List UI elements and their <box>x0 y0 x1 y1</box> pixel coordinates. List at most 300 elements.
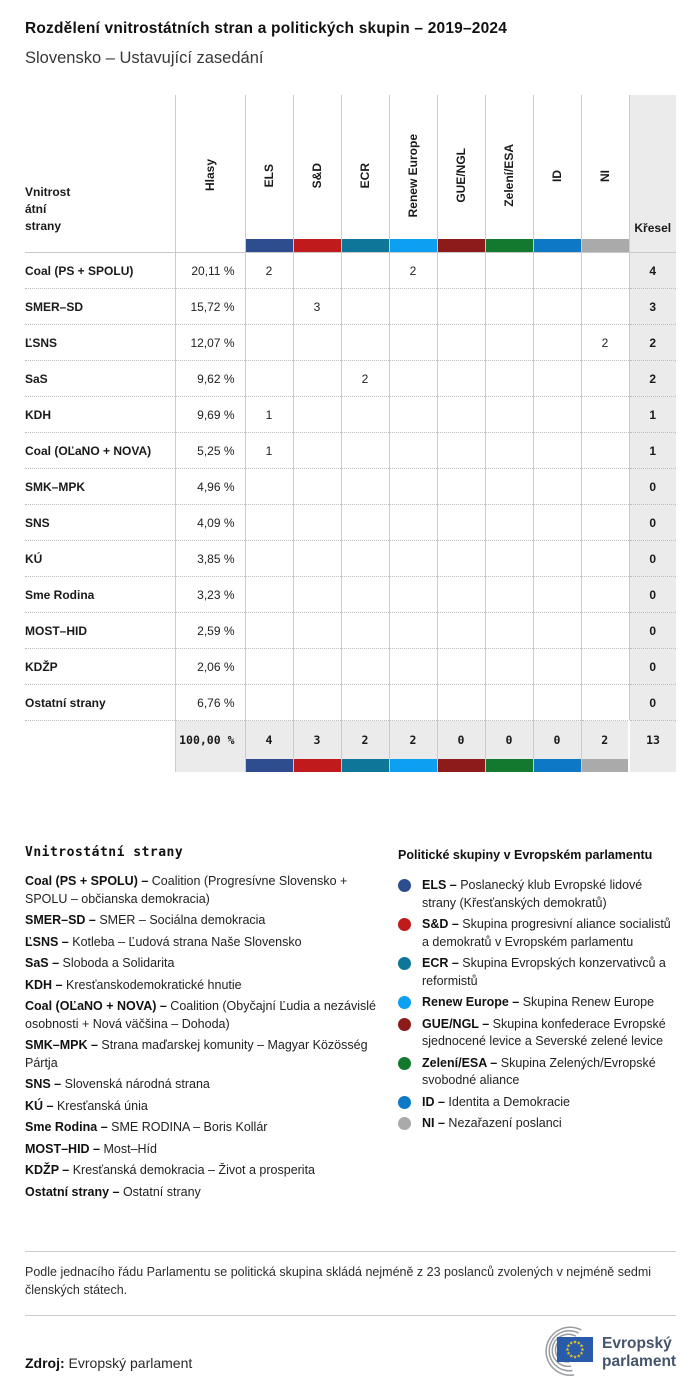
seat-cell <box>437 649 485 685</box>
party-legend-desc: Ostatní strany <box>119 1184 201 1199</box>
total-value: 3 <box>313 733 321 747</box>
row-total-cell: 0 <box>629 541 676 577</box>
row-total-cell: 4 <box>629 253 676 289</box>
party-legend-item <box>25 998 383 1033</box>
table-row <box>25 613 676 649</box>
page-title: Rozdělení vnitrostátních stran a politických skupin – 2019–2024 <box>25 20 508 37</box>
seat-cell <box>341 289 389 325</box>
seat-cell <box>581 685 629 721</box>
column-header-seats <box>629 95 676 253</box>
total-cell <box>245 721 293 773</box>
group-label: ELS <box>262 163 276 188</box>
table-row <box>25 685 676 721</box>
table-row <box>25 469 676 505</box>
party-name-cell: SaS <box>25 361 175 397</box>
group-legend-item <box>398 955 676 990</box>
source-value: Evropský parlament <box>68 1355 193 1371</box>
seat-cell <box>485 361 533 397</box>
votes-cell: 2,59 % <box>175 613 245 649</box>
group-color-strip <box>390 759 437 772</box>
group-legend-desc: Skupina konfederace Evropské sjednocené levice a Severské zelené levice <box>422 1016 666 1048</box>
party-legend-name: SNS – <box>25 1077 62 1091</box>
seat-cell <box>389 505 437 541</box>
eu-flag <box>557 1337 593 1362</box>
votes-cell: 20,11 % <box>175 253 245 289</box>
seat-cell <box>389 361 437 397</box>
party-legend-item <box>25 1162 383 1180</box>
party-legend-name: ĽSNS – <box>25 934 69 949</box>
table-row <box>25 541 676 577</box>
party-legend-name: Coal (PS + SPOLU) – <box>25 874 149 888</box>
seat-cell <box>293 469 341 505</box>
group-label: NI <box>598 169 612 182</box>
party-name-cell: Coal (PS + SPOLU) <box>25 253 175 289</box>
seat-cell <box>293 613 341 649</box>
table-row <box>25 325 676 361</box>
source-line <box>25 1355 192 1376</box>
party-legend-item <box>25 934 383 952</box>
seat-cell <box>437 397 485 433</box>
group-color-strip <box>246 239 293 252</box>
party-name-cell: SNS <box>25 505 175 541</box>
group-label: GUE/NGL <box>454 148 468 203</box>
empty-strip <box>630 759 676 772</box>
party-legend-desc: Coalition (Progresívne Slovensko + SPOLU – občianska demokracia) <box>25 874 348 906</box>
row-total-cell: 0 <box>629 469 676 505</box>
seat-cell: 2 <box>245 253 293 289</box>
row-total-cell: 0 <box>629 685 676 721</box>
column-header-group <box>245 95 293 253</box>
column-header-group <box>341 95 389 253</box>
votes-cell: 9,69 % <box>175 397 245 433</box>
seat-cell <box>389 433 437 469</box>
group-color-strip <box>486 239 533 252</box>
seat-cell <box>485 325 533 361</box>
party-legend-item <box>25 1141 383 1159</box>
seat-cell <box>581 469 629 505</box>
group-color-strip <box>582 759 629 772</box>
party-legend-item <box>25 873 383 908</box>
total-cell <box>533 721 581 773</box>
votes-cell: 12,07 % <box>175 325 245 361</box>
party-legend-name: SMK–MPK – <box>25 1038 98 1052</box>
party-legend-item <box>25 1119 383 1137</box>
seat-cell: 2 <box>389 253 437 289</box>
legends <box>25 845 676 1205</box>
group-label: Renew Europe <box>406 133 420 218</box>
table-row <box>25 361 676 397</box>
seat-cell <box>341 505 389 541</box>
seat-cell <box>581 505 629 541</box>
legend-political-groups <box>398 845 676 1205</box>
group-legend-desc: Identita a Demokracie <box>444 1094 570 1109</box>
party-legend-item <box>25 955 383 973</box>
seat-cell <box>293 577 341 613</box>
seat-cell <box>341 397 389 433</box>
group-legend-desc: Poslanecký klub Evropské lidové strany (Křesťanských demokratů) <box>422 878 643 910</box>
seat-cell <box>485 469 533 505</box>
seat-cell <box>341 685 389 721</box>
row-total-cell: 3 <box>629 289 676 325</box>
row-total-cell: 1 <box>629 433 676 469</box>
group-label: Zelení/ESA <box>502 144 516 207</box>
party-name-cell: Sme Rodina <box>25 577 175 613</box>
votes-cell: 4,96 % <box>175 469 245 505</box>
group-color-dot <box>398 957 411 970</box>
column-header-parties-line: Vnitrost <box>25 185 71 199</box>
party-legend-desc: Kresťanská demokracia – Život a prosperita <box>69 1163 316 1177</box>
table-row <box>25 433 676 469</box>
footer <box>25 1316 676 1376</box>
seat-cell <box>245 361 293 397</box>
votes-cell: 4,09 % <box>175 505 245 541</box>
page-subtitle: Slovensko – Ustavující zasedání <box>25 49 264 67</box>
column-header-parties-line: átní <box>25 202 47 216</box>
column-header-group <box>437 95 485 253</box>
party-legend-desc: Kresťanskodemokratické hnutie <box>62 977 242 992</box>
column-header-group <box>533 95 581 253</box>
group-legend-desc: Skupina progresivní aliance socialistů a demokratů v Evropském parlamentu <box>422 917 671 949</box>
seat-cell <box>485 433 533 469</box>
source-label: Zdroj: <box>25 1355 65 1371</box>
group-legend-item <box>398 1055 676 1090</box>
seat-cell <box>245 613 293 649</box>
group-color-strip <box>438 759 485 772</box>
group-legend-abbr: S&D – <box>422 917 459 931</box>
group-color-dot <box>398 879 411 892</box>
seat-cell <box>437 613 485 649</box>
seat-cell <box>533 685 581 721</box>
seat-cell <box>293 397 341 433</box>
seat-cell <box>533 505 581 541</box>
party-name-cell: ĽSNS <box>25 325 175 361</box>
total-value: 4 <box>265 733 273 747</box>
seat-cell <box>485 613 533 649</box>
votes-cell: 3,23 % <box>175 577 245 613</box>
total-value: 0 <box>505 733 513 747</box>
group-color-strip <box>582 239 629 252</box>
group-legend-abbr: NI – <box>422 1116 445 1130</box>
seat-cell <box>389 541 437 577</box>
seat-cell <box>581 577 629 613</box>
group-legend-text <box>422 1055 676 1090</box>
seat-cell <box>389 649 437 685</box>
total-cell <box>437 721 485 773</box>
party-legend-name: KDH – <box>25 977 63 992</box>
total-cell <box>389 721 437 773</box>
seat-cell <box>245 541 293 577</box>
group-legend-abbr: GUE/NGL – <box>422 1016 490 1031</box>
row-total-cell: 1 <box>629 397 676 433</box>
seat-cell: 1 <box>245 433 293 469</box>
party-legend-name: KDŽP – <box>25 1163 70 1177</box>
party-legend-item <box>25 912 383 930</box>
party-legend-desc: SME RODINA – Boris Kollár <box>107 1120 268 1134</box>
group-legend-text <box>422 916 676 951</box>
votes-cell: 3,85 % <box>175 541 245 577</box>
total-cell <box>485 721 533 773</box>
seat-cell <box>245 289 293 325</box>
seat-cell <box>245 685 293 721</box>
group-color-dot <box>398 1117 411 1130</box>
group-legend-text <box>422 994 654 1012</box>
seat-cell <box>293 685 341 721</box>
party-legend-desc: Sloboda a Solidarita <box>59 956 175 970</box>
seat-cell <box>341 613 389 649</box>
total-empty-cell <box>25 721 175 773</box>
group-color-dot <box>398 1018 411 1031</box>
group-legend-text <box>422 877 676 912</box>
row-total-cell: 2 <box>629 361 676 397</box>
seat-cell <box>581 541 629 577</box>
seat-cell <box>389 469 437 505</box>
group-legend-text <box>422 1115 562 1133</box>
table-row <box>25 397 676 433</box>
party-legend-desc: SMER – Sociálna demokracia <box>95 913 266 927</box>
seat-cell <box>485 505 533 541</box>
total-cell <box>581 721 629 773</box>
row-total-cell: 0 <box>629 649 676 685</box>
seat-cell: 3 <box>293 289 341 325</box>
group-legend-desc: Skupina Zelených/Evropské svobodné aliance <box>422 1055 656 1087</box>
footnote: Podle jednacího řádu Parlamentu se politická skupina skládá nejméně z 23 poslanců zvolených v nejméně sedmi členských státech. <box>25 1265 652 1297</box>
party-legend-desc: Slovenská národná strana <box>61 1077 210 1091</box>
column-header-group <box>389 95 437 253</box>
seat-cell <box>341 433 389 469</box>
party-legend-item <box>25 977 383 995</box>
seat-cell <box>533 577 581 613</box>
seat-cell <box>485 685 533 721</box>
votes-label: Hlasy <box>203 159 217 192</box>
seat-cell: 1 <box>245 397 293 433</box>
seat-cell <box>437 253 485 289</box>
party-legend-name: SaS – <box>25 956 60 970</box>
column-header-votes <box>175 95 245 253</box>
party-legend-item <box>25 1184 383 1202</box>
seat-cell <box>341 541 389 577</box>
party-name-cell: KÚ <box>25 541 175 577</box>
party-legend-item <box>25 1076 383 1094</box>
column-header-group <box>581 95 629 253</box>
party-legend-desc: Coalition (Obyčajní Ľudia a nezávislé osobnosti + Nová väčšina – Dohoda) <box>25 999 376 1031</box>
empty-strip <box>176 759 245 772</box>
party-name-cell: Ostatní strany <box>25 685 175 721</box>
seat-cell <box>293 505 341 541</box>
party-name-cell: SMK–MPK <box>25 469 175 505</box>
seat-cell <box>533 541 581 577</box>
seat-cell <box>389 289 437 325</box>
seat-cell <box>437 577 485 613</box>
group-legend-abbr: ECR – <box>422 956 459 970</box>
seat-cell <box>341 577 389 613</box>
party-name-cell: MOST–HID <box>25 613 175 649</box>
seat-cell <box>485 253 533 289</box>
group-color-dot <box>398 996 411 1009</box>
party-name-cell: KDH <box>25 397 175 433</box>
party-legend-desc: Kotleba – Ľudová strana Naše Slovensko <box>68 934 302 949</box>
seat-cell <box>293 541 341 577</box>
group-color-dot <box>398 1096 411 1109</box>
logo-text-line: Evropský <box>602 1335 672 1352</box>
party-legend-desc: Kresťanská únia <box>53 1098 148 1113</box>
party-legend-item <box>25 1037 383 1072</box>
seat-cell <box>581 433 629 469</box>
seat-cell <box>533 325 581 361</box>
party-legend-name: Ostatní strany – <box>25 1184 120 1199</box>
seat-cell <box>485 649 533 685</box>
group-legend-item <box>398 1016 676 1051</box>
seat-cell <box>245 649 293 685</box>
seat-cell <box>293 649 341 685</box>
party-legend-name: MOST–HID – <box>25 1141 101 1156</box>
row-total-cell: 2 <box>629 325 676 361</box>
total-row <box>25 721 676 773</box>
legend-groups-title: Politické skupiny v Evropském parlamentu <box>398 848 653 862</box>
seat-cell <box>293 325 341 361</box>
seat-cell <box>389 397 437 433</box>
seat-cell <box>533 433 581 469</box>
column-header-parties-line: strany <box>25 219 62 233</box>
row-total-cell: 0 <box>629 577 676 613</box>
seat-cell <box>533 253 581 289</box>
seat-cell <box>389 685 437 721</box>
seat-cell <box>245 577 293 613</box>
table-row <box>25 253 676 289</box>
seat-cell <box>341 649 389 685</box>
seat-cell <box>389 325 437 361</box>
total-value: 0 <box>457 733 465 747</box>
seat-cell <box>437 361 485 397</box>
group-legend-item <box>398 994 676 1012</box>
group-color-strip <box>342 239 389 252</box>
group-legend-item <box>398 877 676 912</box>
group-color-strip <box>342 759 389 772</box>
group-color-strip <box>294 759 341 772</box>
seat-cell <box>533 613 581 649</box>
group-color-strip <box>294 239 341 252</box>
seat-cell <box>437 325 485 361</box>
seat-cell <box>581 397 629 433</box>
group-legend-desc: Skupina Renew Europe <box>519 995 655 1009</box>
logo-text-line: parlament <box>602 1353 676 1370</box>
party-legend-name: SMER–SD – <box>25 913 96 927</box>
seat-cell <box>437 289 485 325</box>
group-legend-text <box>422 1016 676 1051</box>
seat-cell <box>341 325 389 361</box>
party-legend-name: KÚ – <box>25 1098 54 1113</box>
votes-cell: 6,76 % <box>175 685 245 721</box>
seat-cell <box>533 397 581 433</box>
seat-cell <box>293 433 341 469</box>
group-color-strip <box>246 759 293 772</box>
eu-parliament-logo-icon <box>526 1322 676 1376</box>
group-color-strip <box>534 239 581 252</box>
party-legend-item <box>25 1098 383 1116</box>
seat-cell <box>293 361 341 397</box>
column-header-group <box>293 95 341 253</box>
seat-cell <box>389 577 437 613</box>
seat-cell <box>437 469 485 505</box>
group-label: ID <box>550 169 564 182</box>
group-color-strip <box>534 759 581 772</box>
seat-cell <box>293 253 341 289</box>
seat-cell <box>485 289 533 325</box>
group-color-strip <box>438 239 485 252</box>
total-value: 100,00 % <box>179 733 235 747</box>
group-color-strip <box>486 759 533 772</box>
total-value: 0 <box>553 733 561 747</box>
seat-cell <box>437 685 485 721</box>
seat-cell <box>485 397 533 433</box>
group-color-dot <box>398 918 411 931</box>
total-value: 2 <box>601 733 609 747</box>
votes-cell: 15,72 % <box>175 289 245 325</box>
seat-cell <box>533 289 581 325</box>
total-value: 13 <box>646 733 660 747</box>
seat-cell <box>389 613 437 649</box>
group-color-dot <box>398 1057 411 1070</box>
group-legend-abbr: ELS – <box>422 878 457 892</box>
group-legend-abbr: ID – <box>422 1094 445 1109</box>
seat-cell <box>485 541 533 577</box>
seat-cell <box>581 361 629 397</box>
legend-national-parties <box>25 845 383 1205</box>
group-legend-abbr: Zelení/ESA – <box>422 1055 498 1070</box>
seats-table <box>25 95 676 772</box>
group-legend-desc: Nezařazení poslanci <box>444 1116 562 1130</box>
group-legend-item <box>398 1115 676 1133</box>
party-name-cell: Coal (OĽaNO + NOVA) <box>25 433 175 469</box>
seat-cell <box>533 649 581 685</box>
seats-label: Křesel <box>634 221 672 235</box>
legend-parties-title: Vnitrostátní strany <box>25 845 184 860</box>
seat-cell <box>245 325 293 361</box>
total-cell <box>293 721 341 773</box>
group-legend-item <box>398 1094 676 1112</box>
column-header-group <box>485 95 533 253</box>
seat-cell <box>437 541 485 577</box>
group-legend-desc: Skupina Evropských konzervativců a reformistů <box>422 956 666 988</box>
table-row <box>25 505 676 541</box>
total-cell <box>175 721 245 773</box>
seat-cell <box>533 469 581 505</box>
seat-cell <box>341 469 389 505</box>
seat-cell <box>245 469 293 505</box>
column-header-parties <box>25 95 175 253</box>
party-legend-desc: Most–Híd <box>100 1141 157 1156</box>
group-label: ECR <box>358 162 372 189</box>
group-legend-abbr: Renew Europe – <box>422 995 520 1009</box>
seat-cell <box>581 289 629 325</box>
group-label: S&D <box>310 162 324 189</box>
total-value: 2 <box>361 733 369 747</box>
seat-cell <box>341 253 389 289</box>
row-total-cell: 0 <box>629 505 676 541</box>
table-row <box>25 577 676 613</box>
party-name-cell: SMER–SD <box>25 289 175 325</box>
party-legend-name: Sme Rodina – <box>25 1120 108 1134</box>
group-legend-text <box>422 955 676 990</box>
table-header-row <box>25 95 676 253</box>
group-color-strip <box>390 239 437 252</box>
party-legend-desc: Strana maďarskej komunity – Magyar Közösség Pártja <box>25 1038 368 1070</box>
seat-cell <box>581 613 629 649</box>
seat-cell: 2 <box>581 325 629 361</box>
empty-strip <box>176 239 245 252</box>
group-legend-item <box>398 916 676 951</box>
party-name-cell: KDŽP <box>25 649 175 685</box>
votes-cell: 5,25 % <box>175 433 245 469</box>
